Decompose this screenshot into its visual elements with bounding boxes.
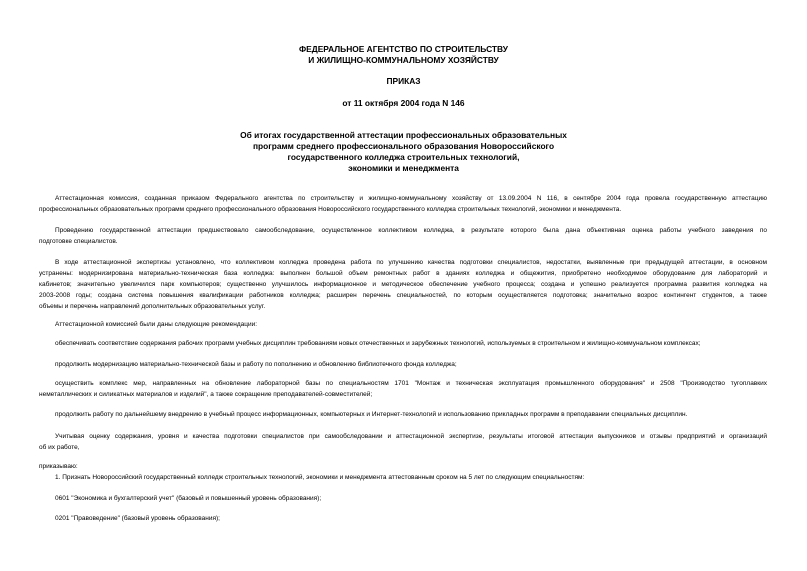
paragraph-1-line1: Аттестационная комиссия, созданная приказом Федерального агентства по строительству и жилищно-коммунальному хозяйству от 13.09.2004 N 116, в сентябре 2004 года провела государственную аттестацию — [55, 195, 767, 202]
specialty-0201: 0201 "Правоведение" (базовый уровень образования); — [55, 515, 220, 522]
recommendation-4: продолжить работу по дальнейшему внедрению в учебный процесс информационных, компьютерных и Интернет-технологий и использованию прикладных программ в преподавании специальных дисциплин. — [55, 411, 688, 418]
paragraph-5-line2: об их работе, — [39, 444, 80, 451]
specialty-0601: 0601 "Экономика и бухгалтерский учет" (базовый и повышенный уровень образования); — [55, 495, 322, 502]
document-type: ПРИКАЗ — [386, 76, 421, 86]
document-title-line2: программ среднего профессионального образования Новороссийского — [252, 141, 555, 151]
recommendation-1: обеспечивать соответствие содержания рабочих программ учебных дисциплин требованиям новых отечественных и зарубежных технологий, используемых в строительном и жилищно-коммунальном комплексах; — [55, 340, 701, 347]
document-title-line3: государственного колледжа строительных технологий, — [287, 152, 520, 162]
agency-name-line1: ФЕДЕРАЛЬНОЕ АГЕНТСТВО ПО СТРОИТЕЛЬСТВУ — [299, 44, 508, 54]
paragraph-1-line2: профессиональных образовательных программ среднего профессионального образования Новороссийского государственного колледжа строительных технологий, экономики и менеджмента. — [39, 206, 622, 213]
paragraph-3-line5: объемы и перечень направлений дополнительных образовательных услуг. — [39, 303, 266, 310]
agency-name-line2: И ЖИЛИЩНО-КОММУНАЛЬНОМУ ХОЗЯЙСТВУ — [308, 55, 499, 65]
order-statement: приказываю: — [39, 463, 78, 470]
paragraph-2-line2: подготовке специалистов. — [39, 238, 118, 245]
recommendation-3-line2: неметаллических и силикатных материалов и изделий", а также сокращение преподавателей-совместителей; — [39, 391, 373, 398]
recommendation-2: продолжить модернизацию материально-технической базы и работу по пополнению и обновлению библиотечного фонда колледжа; — [55, 361, 457, 368]
document-title-line4: экономики и менеджмента — [348, 163, 459, 173]
paragraph-3-line1: В ходе аттестационной экспертизы установлено, что коллективом колледжа проведена работа по улучшению качества подготовки специалистов, недостатки, выявленные при предыдущей аттестации, в основном — [55, 259, 767, 266]
paragraph-3-line3: кабинетов; значительно увеличился парк компьютеров; существенно улучшилось информационное и методическое обеспечение учебного процесса; создана и успешно реализуется программа развития колледжа на — [39, 281, 767, 288]
document-title-line1: Об итогах государственной аттестации профессиональных образовательных — [240, 130, 567, 140]
recommendations-intro: Аттестационной комиссией были даны следующие рекомендации: — [55, 321, 258, 328]
paragraph-2-line1: Проведению государственной аттестации предшествовало самообследование, осуществленное коллективом колледжа, в результате которого была дана объективная оценка работы учебного заведения по — [55, 227, 767, 234]
recommendation-3-line1: осуществить комплекс мер, направленных на обновление лабораторной базы по специальностям 1701 "Монтаж и техническая эксплуатация промышленного оборудования" и 2508 "Производство тугоплавких — [55, 380, 767, 387]
paragraph-3-line2: устранены: модернизирована материально-техническая база колледжа: выполнен большой объем ремонтных работ в зданиях колледжа и общежития, приобретено необходимое оборудование для лабораторий и — [39, 270, 767, 277]
document-date-number: от 11 октября 2004 года N 146 — [342, 98, 465, 108]
paragraph-3-line4: 2003-2008 годы; создана система повышения квалификации работников колледжа; расширен перечень специальностей, по которым осуществляется подготовка; значительно возрос контингент студентов, а также — [39, 292, 767, 299]
paragraph-5-line1: Учитывая оценку содержания, уровня и качества подготовки специалистов при самообследовании и аттестационной экспертизе, результаты итоговой аттестации выпускников и отзывы предприятий и организаций — [55, 433, 767, 440]
order-item-1: 1. Признать Новороссийский государственный колледж строительных технологий, экономики и менеджмента аттестованным сроком на 5 лет по следующим специальностям: — [55, 474, 585, 481]
